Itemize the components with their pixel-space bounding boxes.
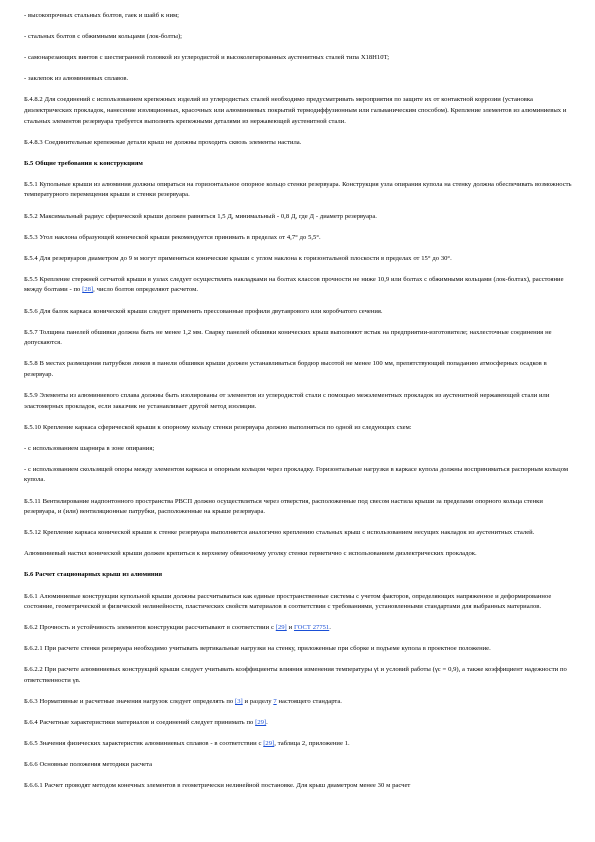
paragraph: Б.5.4 Для резервуаров диаметром до 9 м могут применяться конические крыши с углом наклона к горизонтальной плоскости в пределах от 15° до 30°. bbox=[24, 254, 452, 262]
paragraph: Б.6.2.1 При расчете стенки резервуара необходимо учитывать вертикальные нагрузки на стенку, приложенные при сборке и подъеме купола в проектное положение. bbox=[24, 645, 491, 653]
paragraph bbox=[24, 623, 573, 634]
paragraph bbox=[24, 697, 573, 708]
reference-link[interactable]: [28] bbox=[82, 286, 94, 294]
reference-link[interactable]: [29] bbox=[263, 740, 275, 748]
section-heading: Б.6 Расчет стационарных крыш из алюминия bbox=[24, 571, 163, 579]
paragraph: - стальных болтов с обжимными кольцами (лок-болты); bbox=[24, 33, 183, 41]
paragraph: Б.5.2 Максимальный радиус сферической крыши должен равняться 1,5 Д, минимальный - 0,8 Д, где Д - диаметр резервуара. bbox=[24, 212, 377, 220]
reference-link[interactable]: [29] bbox=[275, 624, 287, 632]
reference-link[interactable]: 7 bbox=[273, 698, 277, 706]
paragraph: Б.6.6 Основные положения методики расчета bbox=[24, 761, 152, 769]
paragraph: Б.5.10 Крепление каркаса сферической крыши к опорному кольцу стенки резервуара должно выполняться по одной из следующих схем: bbox=[24, 423, 412, 431]
paragraph-text: настоящего стандарта. bbox=[276, 698, 342, 706]
paragraph: - самонарезающих винтов с шестигранной головкой из углеродистой и высоколегированных аустенитных сталей типа X18H10T; bbox=[24, 54, 390, 62]
reference-link[interactable]: [3] bbox=[235, 698, 243, 706]
paragraph-text: Б.6.4 Расчетные характеристики материалов и соединений следует принимать по bbox=[24, 719, 256, 727]
paragraph-text: Б.6.3 Нормативные и расчетные значения нагрузок следует определять по bbox=[24, 698, 235, 706]
paragraph bbox=[24, 739, 573, 750]
paragraph bbox=[24, 275, 573, 296]
paragraph: Б.5.8 В местах размещения патрубков люков в панели обшивки крыши должен устанавливаться бордюр высотой не менее 100 мм, препятствующий попаданию атмосферных осадков в резервуар. bbox=[24, 360, 547, 378]
paragraph: Б.5.1 Купольные крыши из алюминия должны опираться на горизонтальное опорное кольцо стенки резервуара. Конструкция узла опирания купола на стенку должна обеспечивать возможность температурного перемещения крыши и стенки резервуара. bbox=[24, 180, 572, 199]
paragraph-text: , число болтов определяют расчетом. bbox=[93, 286, 198, 294]
paragraph: - заклепок из алюминиевых сплавов. bbox=[24, 75, 129, 83]
reference-link[interactable]: ГОСТ 27751 bbox=[293, 624, 330, 632]
paragraph: Б.5.6 Для балок каркаса конической крыши следует применять прессованные профили двутаврового или коробчатого сечения. bbox=[24, 307, 383, 315]
paragraph: Алюминиевый настил конической крыши должен крепиться к верхнему обвязочному уголку стенки герметично с использованием диэлектрических прокладок. bbox=[24, 550, 477, 558]
section-heading: Б.5 Общие требования к конструкциям bbox=[24, 159, 143, 167]
paragraph-text: Б.5.5 Крепление стержней сетчатой крыши в узлах следует осуществлять накладками на болтах классов прочности не ниже 10,9 или болтах с обжимными кольцами (лок-болтах), расстояние между болтами - по bbox=[24, 275, 564, 294]
paragraph: Б.4.8.2 Для соединений с использованием крепежных изделий из углеродистых сталей необходимо предусматривать мероприятия по защите их от контактной коррозии (установка диэлектрических прокладок, нанесение изоляционных, красочных или алюминиевых покрытий термодиффузионным или гальваническим способом). Крепление элементов из алюминиевых и стальных элементов резервуара требуется выполнять крепежными деталями из нержавеющей аустенитной стали. bbox=[24, 96, 567, 125]
paragraph: Б.5.11 Вентилирование надпонтонного пространства РВСП должно осуществляться через отверстия, расположенные под свесом настила крыши за пределами опорного кольца стенки резервуара, и (или) вентиляционные патрубки, расположенные на крыше резервуара. bbox=[24, 497, 543, 516]
paragraph-text: Б.6.2 Прочность и устойчивость элементов конструкции рассчитывают в соответствии с bbox=[24, 624, 276, 632]
paragraph: Б.6.1 Алюминиевые конструкции купольной крыши должны рассчитываться как единые пространственные системы с учетом факторов, определяющих напряженное и деформированное состояние, геометрической и физической нелинейности, пластических свойств материалов в соответствии с требованиями, установленными стандартами для выбранных материалов. bbox=[24, 592, 552, 611]
paragraph: Б.6.2.2 При расчете алюминиевых конструкций крыши следует учитывать коэффициенты влияния изменения температуры γt и условий работы (γс = 0,9), а также коэффициент надежности по ответственности γn. bbox=[24, 666, 567, 684]
paragraph: Б.5.12 Крепление каркаса конической крыши к стенке резервуара выполняется аналогично креплению стальных крыш с использованием несущих накладок из аустенитных сталей. bbox=[24, 529, 535, 537]
paragraph: - высокопрочных стальных болтов, гаек и шайб к ним; bbox=[24, 12, 180, 19]
paragraph: - с использованием шарнира в зоне опирания; bbox=[24, 444, 155, 452]
paragraph-text: . bbox=[329, 624, 331, 632]
paragraph: Б.6.6.1 Расчет проводят методом конечных элементов в геометрически нелинейной постановке. Для крыш диаметром менее 30 м расчет bbox=[24, 782, 411, 790]
paragraph: Б.5.9 Элементы из алюминиевого сплава должны быть изолированы от элементов из углеродистой стали с помощью межэлементных прокладок из аустенитной нержавеющей стали или эластомерных прокладок, если заказчик не устанавливает другой метод изоляции. bbox=[24, 391, 550, 410]
reference-link[interactable]: [29] bbox=[255, 719, 267, 727]
paragraph-text: и разделу bbox=[242, 698, 274, 706]
paragraph-text: и bbox=[286, 624, 294, 632]
paragraph-text: , таблица 2, приложение 1. bbox=[274, 740, 350, 748]
paragraph: Б.5.7 Толщина панелей обшивки должна быть не менее 1,2 мм. Сварку панелей обшивки конических крыш выполняют встык на предприятии-изготовителе; нахлесточные соединения не допускаются. bbox=[24, 328, 552, 347]
paragraph bbox=[24, 718, 573, 729]
paragraph: - с использованием скользящей опоры между элементом каркаса и опорным кольцом через прокладку. Горизонтальные нагрузки в каркасе купола должны восприниматься распорным кольцом купола. bbox=[24, 465, 569, 484]
paragraph: Б.5.3 Угол наклона образующей конической крыши рекомендуется принимать в пределах от 4,7° до 5,5°. bbox=[24, 233, 321, 241]
paragraph: Б.4.8.3 Соединительные крепежные детали крыш не должны проходить сквозь элементы настила. bbox=[24, 138, 302, 146]
paragraph-text: Б.6.5 Значения физических характеристик алюминиевых сплавов - в соответствии с bbox=[24, 740, 264, 748]
paragraph-text: . bbox=[266, 719, 268, 727]
